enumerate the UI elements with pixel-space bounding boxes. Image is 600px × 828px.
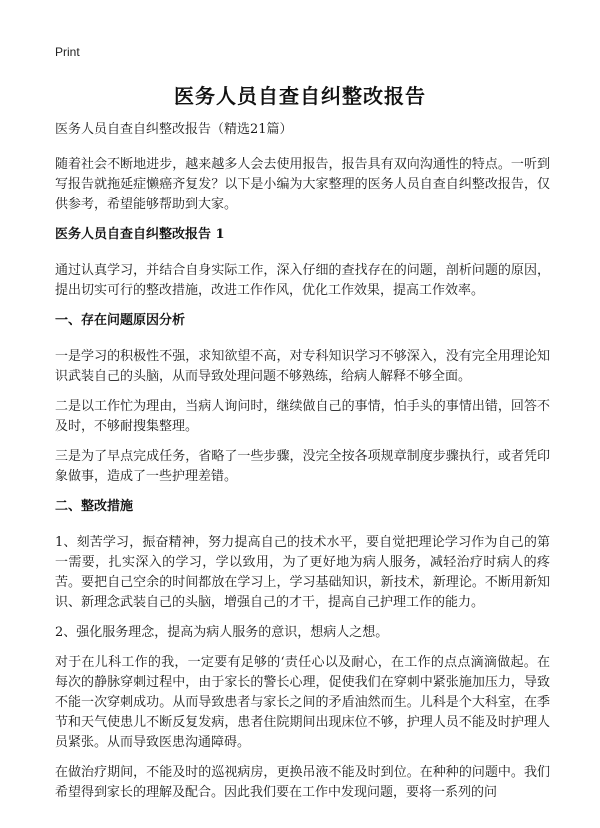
heading-problems: 一、存在问题原因分析 <box>55 313 186 328</box>
pediatrics-paragraph: 对于在儿科工作的我，一定要有足够的‘责任心以及耐心，在工作的点点滴滴做起。在每次的静脉穿刺过程中，由于家长的警长心理，促使我们在穿刺中紧张施加压力，导致不能一次穿刺成功。从而导致患者与家长之间的矛盾油然而生。儿科是个大科室，在季节和天气使患儿不断反复发病，患者住院期间出现床位不够，护理人员不能及时护理人员紧张。从而导致医患沟通障碍。 <box>55 655 550 750</box>
document-subtitle: 医务人员自查自纠整改报告（精选21篇） <box>55 122 293 137</box>
section-intro-paragraph: 通过认真学习，并结合自身实际工作，深入仔细的查找存在的问题，剖析问题的原因，提出切实可行的整改措施，改进工作作风，优化工作效果，提高工作效率。 <box>55 263 550 298</box>
treatment-paragraph: 在做治疗期间，不能及时的巡视病房，更换吊液不能及时到位。在种种的问题中。我们希望得到家长的理解及配合。因此我们要在工作中发现问题，要将一系列的问 <box>55 765 550 800</box>
heading-measures: 二、整改措施 <box>55 499 134 514</box>
problem-paragraph-3: 三是为了早点完成任务，省略了一些步骤，没完全按各项规章制度步骤执行，或者凭印象做事，造成了一些护理差错。 <box>55 449 550 484</box>
section-title: 医务人员自查自纠整改报告 1 <box>55 227 225 242</box>
document-body <box>55 120 550 813</box>
problem-paragraph-2: 二是以工作忙为理由，当病人询问时，继续做自己的事情，怕手头的事情出错，回答不及时，不够耐搜集整理。 <box>55 399 550 434</box>
measure-paragraph-1: 1、刻苦学习，振奋精神，努力提高自己的技术水平，要自觉把理论学习作为自己的第一需要，扎实深入的学习，学以致用，为了更好地为病人服务，减轻治疗时病人的疼苦。要把自己空余的时间都放在学习上，学习基础知识，新技术，新理论。不断用新知识、新理念武装自己的头脑，增强自己的才干，提高自己护理工作的能力。 <box>55 535 550 610</box>
page-title: 医务人员自查自纠整改报告 <box>174 84 426 108</box>
print-label: Print <box>55 45 80 59</box>
measure-paragraph-2: 2、强化服务理念，提高为病人服务的意识，想病人之想。 <box>55 625 389 640</box>
problem-paragraph-1: 一是学习的积极性不强，求知欲望不高，对专科知识学习不够深入，没有完全用理论知识武装自己的头脑，从而导致处理问题不够熟练，给病人解释不够全面。 <box>55 349 550 384</box>
intro-paragraph: 随着社会不断地进步，越来越多人会去使用报告，报告具有双向沟通性的特点。一听到写报告就拖延症懒癌齐复发？以下是小编为大家整理的医务人员自查自纠整改报告，仅供参考，希望能够帮助到大家。 <box>55 157 550 212</box>
